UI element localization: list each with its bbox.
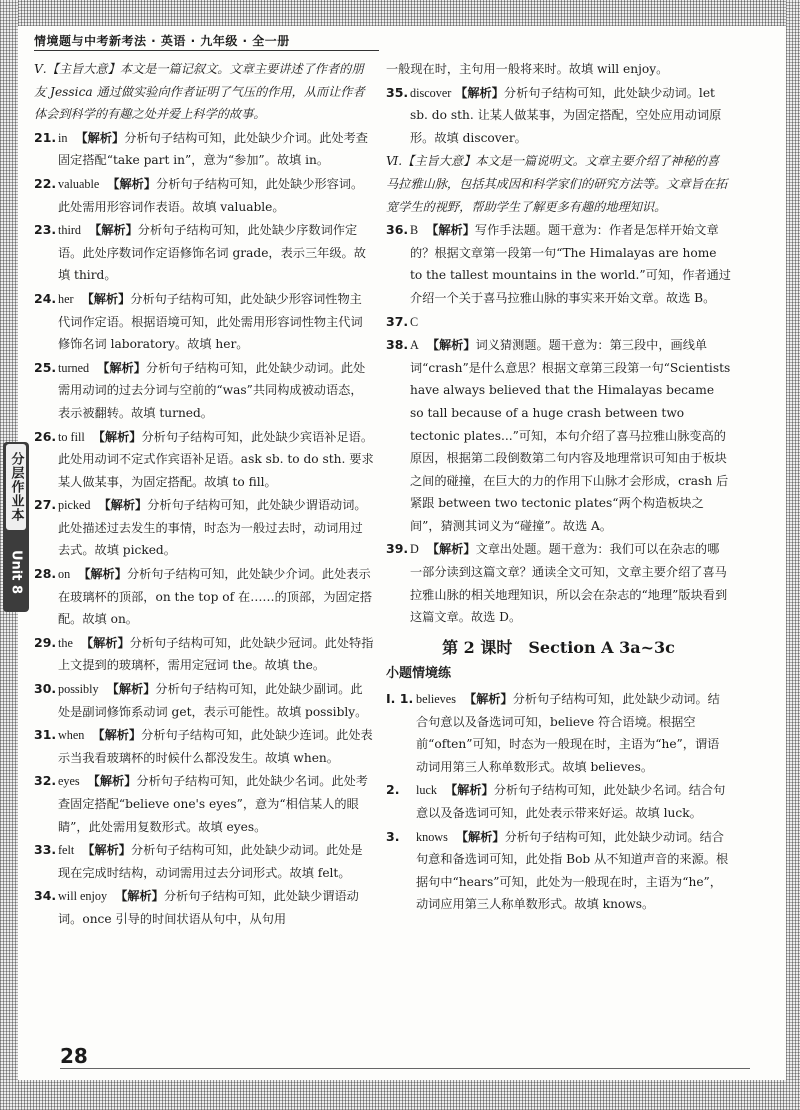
item-number: 32. xyxy=(34,773,57,789)
side-tab-label: 分层作业本 xyxy=(6,444,26,530)
answer-item xyxy=(34,885,374,930)
answer-item xyxy=(386,688,731,778)
item-answer: turned xyxy=(58,360,90,375)
item-explanation: 文章出处题。题干意为：我们可以在杂志的哪一部分读到这篇文章？通读全文可知，文章主要介绍了喜马拉雅山脉的相关地理知识，所以会在杂志的“地理”版块看到这篇文章。故选 D。 xyxy=(410,542,728,625)
item-tag: 【解析】 xyxy=(455,829,505,844)
item-answer: discover xyxy=(410,85,452,100)
item-explanation: 分析句子结构可知，此处缺少动词。结合句意以及备选词可知，believe 符合语境。根据空前“often”可知，时态为一般现在时，主语为“he”，谓语动词用第三人称单数形式。故填 believes。 xyxy=(416,692,720,774)
passage-summary-6: Ⅵ.【主旨大意】本文是一篇说明文。文章主要介绍了神秘的喜马拉雅山脉，包括其成因和科学家们的研究方法等。文章旨在拓宽学生的视野，帮助学生了解更多有趣的地理知识。 xyxy=(386,154,728,214)
answer-item-35 xyxy=(386,82,731,150)
page-number: 28 xyxy=(60,1044,88,1068)
item-explanation: 写作手法题。题干意为：作者是怎样开始文章的？根据文章第一段第一句“The Himalayas are home to the tallest mountains in the world.”可知，作者通过介绍一个关于喜马拉雅山脉的事实来开始文章。故选 B。 xyxy=(410,223,731,305)
passage-summary-5: Ⅴ.【主旨大意】本文是一篇记叙文。文章主要讲述了作者的朋友 Jessica 通过做实验向作者证明了气压的作用，从而让作者体会到科学的有趣之处并爱上科学的故事。 xyxy=(34,62,365,122)
item-answer: C xyxy=(410,314,419,329)
answer-item xyxy=(34,494,374,562)
side-tab-unit: Unit 8 xyxy=(8,549,24,595)
item-number: 2. xyxy=(386,782,400,798)
answer-item xyxy=(386,311,731,334)
answer-item xyxy=(34,839,374,884)
item-answer: knows xyxy=(416,829,448,844)
item-explanation: 词义猜测题。题干意为：第三段中，画线单词“crash”是什么意思？根据文章第三段第一句“Scientists have always believed that the Himalayas became so tall because of a huge crash between two tectonic plates...”可知，本句介绍了喜马拉雅山脉变高的原因，根据第二段倒数第二句内容及地理常识可知由于板块之间的碰撞，在巨大的力的作用下山脉才会形成，crash 后紧跟 between two tectonic plates“两个构造板块之间”，猜测其词义为“碰撞”。故选 A。 xyxy=(410,338,731,533)
item-answer: luck xyxy=(416,783,437,798)
item-tag: 【解析】 xyxy=(82,843,131,858)
answer-item xyxy=(34,219,374,287)
item-explanation: 分析句子结构可知，此处缺少名词。结合句意以及备选词可知，此处表示带来好运。故填 luck。 xyxy=(416,783,726,820)
section-title: 第 2 课时 Section A 3a~3c xyxy=(442,637,675,657)
item-explanation: 分析句子结构可知，此处缺少介词。此处考查固定搭配“take part in”，意为“参加”。故填 in。 xyxy=(58,130,368,168)
item-explanation: 分析句子结构可知，此处缺少宾语补足语。此处用动词不定式作宾语补足语。ask sb. to do sth. 要求某人做某事，为固定搭配。故填 to fill。 xyxy=(58,429,374,489)
item-tag: 【解析】 xyxy=(426,542,476,557)
item-explanation: 分析句子结构可知，此处缺少副词。此处是副词修饰系动词 get，表示可能性。故填 possibly。 xyxy=(58,682,368,719)
item-number: 33. xyxy=(34,842,57,858)
item-tag: 【解析】 xyxy=(107,176,157,191)
answer-item xyxy=(34,288,374,356)
item-explanation: 分析句子结构可知，此处缺少介词。此处表示在玻璃杯的顶部，on the top of 在……的顶部，为固定搭配。故填 on。 xyxy=(58,567,373,627)
item-number: 38. xyxy=(386,337,409,353)
item-explanation: 分析句子结构可知，此处缺少冠词。此处特指上文提到的玻璃杯，需用定冠词 the。故填 the。 xyxy=(58,635,374,673)
decorative-border-top xyxy=(0,0,800,26)
item-explanation: 分析句子结构可知，此处缺少动词。let sb. do sth. 让某人做某事，为固定搭配，空处应用动词原形。故填 discover。 xyxy=(410,85,722,145)
item-tag: 【解析】 xyxy=(444,783,494,798)
side-tab xyxy=(3,442,29,612)
item-tag: 【解析】 xyxy=(98,498,148,513)
item-tag: 【解析】 xyxy=(106,682,156,697)
item-tag: 【解析】 xyxy=(115,889,164,904)
answer-item xyxy=(386,538,731,628)
item-explanation: 分析句子结构可知，此处缺少动词。此处是现在完成时结构，动词需用过去分词形式。故填 felt。 xyxy=(58,843,363,880)
item-explanation: 分析句子结构可知，此处缺少名词。此处考查固定搭配“believe one's eyes”，意为“相信某人的眼睛”，此处需用复数形式。故填 eyes。 xyxy=(58,774,368,834)
item-number: 21. xyxy=(34,129,57,145)
item-answer: when xyxy=(58,728,85,743)
answer-item xyxy=(34,173,374,218)
item-tag: 【解析】 xyxy=(80,635,130,650)
answer-item xyxy=(386,219,731,309)
item-answer: valuable xyxy=(58,176,100,191)
item-answer: possibly xyxy=(58,682,99,697)
item-tag: 【解析】 xyxy=(75,130,125,145)
item-number: 34. xyxy=(34,888,57,904)
item-number: 3. xyxy=(386,828,400,844)
item-answer: the xyxy=(58,635,73,650)
item-number: 35. xyxy=(386,84,409,100)
answer-item xyxy=(34,770,374,838)
answer-item xyxy=(34,724,374,769)
footer-divider xyxy=(60,1068,750,1069)
item-number: 24. xyxy=(34,290,57,306)
answer-item xyxy=(34,357,374,425)
item-number: 26. xyxy=(34,428,57,444)
item-answer: her xyxy=(58,291,74,306)
answer-item xyxy=(34,426,374,494)
item-explanation: 分析句子结构可知，此处缺少形容词。此处需用形容词作表语。故填 valuable。 xyxy=(58,176,364,214)
item-answer: A xyxy=(410,338,419,353)
item-number: 29. xyxy=(34,634,57,650)
item-number: 30. xyxy=(34,681,57,697)
item-answer: to fill xyxy=(58,429,85,444)
item-tag: 【解析】 xyxy=(92,728,142,743)
answer-item xyxy=(34,127,374,172)
item-tag: 【解析】 xyxy=(97,360,146,375)
item-tag: 【解析】 xyxy=(463,692,513,707)
decorative-border-right xyxy=(786,0,800,1110)
answer-item xyxy=(34,563,374,631)
item-explanation: 分析句子结构可知，此处缺少形容词性物主代词作定语。根据语境可知，此处需用形容词性物主代词修饰名词 laboratory。故填 her。 xyxy=(58,291,363,352)
item-explanation: 分析句子结构可知，此处缺少谓语动词。once 引导的时间状语从句中，从句用 xyxy=(58,889,359,926)
item-number: Ⅰ. 1. xyxy=(386,691,414,707)
item-number: 36. xyxy=(386,222,409,238)
sub-title: 小题情境练 xyxy=(386,666,452,682)
item-tag: 【解析】 xyxy=(426,223,475,238)
item-tag: 【解析】 xyxy=(89,223,138,238)
item-answer: felt xyxy=(58,843,75,858)
answer-item xyxy=(34,632,374,677)
item-tag: 【解析】 xyxy=(78,567,127,582)
item-explanation: 分析句子结构可知，此处缺少动词。结合句意和备选词可知，此处指 Bob 从不知道声音的来源。根据句中“hears”可知，此处为一般现在时，主语为“he”，动词应用第三人称单数形式。故填 knows。 xyxy=(416,829,729,912)
answer-item xyxy=(34,678,374,723)
item-answer: on xyxy=(58,567,71,582)
answer-item xyxy=(386,826,731,916)
answer-item xyxy=(386,779,731,824)
item-number: 37. xyxy=(386,313,409,329)
item-tag: 【解析】 xyxy=(81,291,131,306)
page-header: 情境题与中考新考法 · 英语 · 九年级 · 全一册 xyxy=(34,34,290,48)
answer-item xyxy=(386,334,731,537)
continued-answer-34: 一般现在时，主句用一般将来时。故填 will enjoy。 xyxy=(386,62,669,76)
right-column xyxy=(386,58,731,917)
item-answer: picked xyxy=(58,498,91,513)
item-number: 22. xyxy=(34,175,57,191)
header-divider xyxy=(34,50,379,51)
item-explanation: 分析句子结构可知，此处缺少谓语动词。此处描述过去发生的事情，时态为一般过去时，动词用过去式。故填 picked。 xyxy=(58,498,367,558)
item-answer: believes xyxy=(416,692,456,707)
item-answer: third xyxy=(58,223,82,238)
item-answer: will enjoy xyxy=(58,889,108,904)
item-tag: 【解析】 xyxy=(92,429,142,444)
left-column xyxy=(34,58,374,932)
decorative-border-bottom xyxy=(0,1080,800,1110)
item-tag: 【解析】 xyxy=(426,338,476,353)
item-explanation: 分析句子结构可知，此处缺少动词。此处需用动词的过去分词与空前的“was”共同构成被动语态，表示被翻转。故填 turned。 xyxy=(58,360,366,420)
item-answer: B xyxy=(410,223,419,238)
item-number: 31. xyxy=(34,727,57,743)
item-number: 39. xyxy=(386,541,409,557)
item-answer: in xyxy=(58,130,68,145)
item-number: 27. xyxy=(34,497,57,513)
item-explanation: 分析句子结构可知，此处缺少连词。此处表示当我看玻璃杯的时候什么都没发生。故填 when。 xyxy=(58,728,373,765)
item-number: 23. xyxy=(34,222,57,238)
item-answer: D xyxy=(410,542,419,557)
item-answer: eyes xyxy=(58,774,80,789)
item-tag: 【解析】 xyxy=(87,774,137,789)
item-explanation: 分析句子结构可知，此处缺少序数词作定语。此处序数词作定语修饰名词 grade，表示三年级。故填 third。 xyxy=(58,223,366,283)
item-number: 25. xyxy=(34,359,57,375)
item-number: 28. xyxy=(34,566,57,582)
item-tag: 【解析】 xyxy=(455,85,504,100)
